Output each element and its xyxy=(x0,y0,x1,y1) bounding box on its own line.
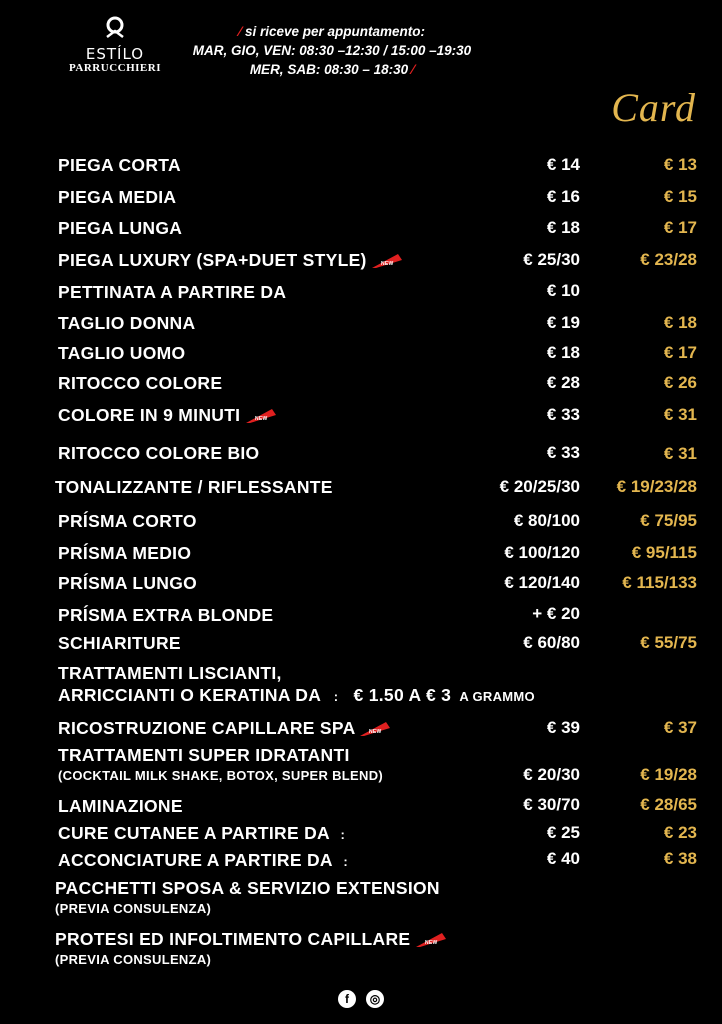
opening-hours xyxy=(182,22,482,79)
service-price: € 100/120 xyxy=(504,543,580,562)
facebook-icon[interactable]: f xyxy=(338,990,356,1008)
card-price: € 17 xyxy=(663,343,697,362)
service-note: (PREVIA CONSULENZA) xyxy=(55,952,212,967)
hours-intro: si riceve per appuntamento: xyxy=(244,24,426,39)
service-name: PIEGA LUNGA xyxy=(58,218,183,238)
social-links xyxy=(338,990,384,1008)
service-name: PIEGA MEDIA xyxy=(58,187,177,207)
service-row-label xyxy=(58,250,402,271)
logo xyxy=(60,16,170,74)
brand-subtitle: PARRUCCHIERI xyxy=(69,62,161,74)
service-row-label xyxy=(58,823,345,844)
service-name: RITOCCO COLORE BIO xyxy=(58,443,260,463)
service-price: € 10 xyxy=(546,281,580,300)
service-name: TONALIZZANTE / RIFLESSANTE xyxy=(55,477,333,497)
service-note: (PREVIA CONSULENZA) xyxy=(55,901,212,916)
card-price: € 19/28 xyxy=(640,765,697,784)
service-price: € 60/80 xyxy=(523,633,580,652)
service-price: € 25 xyxy=(546,823,580,842)
service-name: TAGLIO UOMO xyxy=(58,343,186,363)
card-price: € 26 xyxy=(663,373,697,392)
service-name: PRÍSMA MEDIO xyxy=(58,543,192,563)
service-price: € 19 xyxy=(546,313,580,332)
card-price: € 17 xyxy=(663,218,697,237)
card-price: € 23 xyxy=(663,823,697,842)
service-row-label xyxy=(58,718,390,739)
service-price: € 25/30 xyxy=(523,250,580,269)
service-row-label xyxy=(58,685,535,706)
red-slash-icon: ⁄ xyxy=(238,24,242,39)
card-price: € 55/75 xyxy=(640,633,697,652)
card-price: € 37 xyxy=(663,718,697,737)
service-name: RITOCCO COLORE xyxy=(58,373,223,393)
service-name: RICOSTRUZIONE CAPILLARE SPA xyxy=(58,718,355,738)
new-badge-text: NEW xyxy=(369,729,382,736)
service-name: PRÍSMA CORTO xyxy=(58,511,197,531)
card-price: € 18 xyxy=(663,313,697,332)
service-name: COLORE IN 9 MINUTI xyxy=(58,405,241,425)
service-name: PACCHETTI SPOSA & SERVIZIO EXTENSION xyxy=(55,878,440,898)
card-price: € 31 xyxy=(663,444,697,463)
service-name: SCHIARITURE xyxy=(58,633,181,653)
red-slash-icon: ⁄ xyxy=(411,62,415,77)
service-price: € 39 xyxy=(546,718,580,737)
card-price: € 13 xyxy=(663,155,697,174)
new-badge-icon xyxy=(372,254,402,268)
service-name: TAGLIO DONNA xyxy=(58,313,196,333)
new-badge-icon xyxy=(246,409,276,423)
service-name: LAMINAZIONE xyxy=(58,796,183,816)
new-badge-text: NEW xyxy=(424,940,438,947)
service-name: PROTESI ED INFOLTIMENTO CAPILLARE xyxy=(55,929,411,949)
service-price: € 20/25/30 xyxy=(499,477,580,496)
service-price: € 40 xyxy=(546,849,580,868)
service-price: € 28 xyxy=(546,373,580,392)
service-price: € 120/140 xyxy=(504,573,580,592)
card-price: € 75/95 xyxy=(640,511,697,530)
service-price: € 18 xyxy=(546,218,580,237)
service-colon: : xyxy=(333,689,339,704)
card-price: € 115/133 xyxy=(622,573,697,592)
service-name: PIEGA LUXURY (SPA+DUET STYLE) xyxy=(58,250,367,270)
service-price: € 33 xyxy=(546,443,580,462)
new-badge-text: NEW xyxy=(254,416,268,423)
service-price: € 18 xyxy=(546,343,580,362)
service-name: CURE CUTANEE A PARTIRE DA xyxy=(58,823,330,843)
card-price: € 19/23/28 xyxy=(616,477,697,496)
service-price: € 33 xyxy=(546,405,580,424)
service-row-label xyxy=(58,850,348,871)
service-note: (COCKTAIL MILK SHAKE, BOTOX, SUPER BLEND) xyxy=(58,768,384,783)
service-name: PIEGA CORTA xyxy=(58,155,181,175)
service-price: € 1.50 A € 3 xyxy=(353,685,452,705)
service-name: PRÍSMA EXTRA BLONDE xyxy=(58,605,274,625)
hours-wed-sat: MER, SAB: 08:30 – 18:30 xyxy=(249,62,409,77)
card-price: € 28/65 xyxy=(640,795,697,814)
hours-weekdays: MAR, GIO, VEN: 08:30 –12:30 / 15:00 –19:30 xyxy=(192,43,472,58)
service-colon: : xyxy=(340,827,346,842)
logo-mark-icon xyxy=(104,16,126,38)
service-name: PRÍSMA LUNGO xyxy=(58,573,198,593)
card-column-title: Card xyxy=(611,85,696,130)
card-price: € 95/115 xyxy=(631,543,697,562)
service-price: € 30/70 xyxy=(523,795,580,814)
price-unit: A GRAMMO xyxy=(459,689,535,704)
card-price: € 31 xyxy=(663,405,697,424)
service-price: € 20/30 xyxy=(523,765,580,784)
card-price: € 15 xyxy=(663,187,697,206)
service-price: € 14 xyxy=(546,155,580,174)
service-name: ARRICCIANTI O KERATINA DA xyxy=(58,685,321,705)
service-name: TRATTAMENTI SUPER IDRATANTI xyxy=(58,745,350,765)
instagram-icon[interactable]: ◎ xyxy=(366,990,384,1008)
service-colon: : xyxy=(343,854,349,869)
service-name: PETTINATA A PARTIRE DA xyxy=(58,282,287,302)
new-badge-icon xyxy=(416,933,446,947)
service-row-label xyxy=(55,929,446,950)
service-price: + € 20 xyxy=(532,604,580,623)
card-price: € 23/28 xyxy=(640,250,697,269)
new-badge-text: NEW xyxy=(380,261,394,268)
new-badge-icon xyxy=(360,722,390,736)
card-price: € 38 xyxy=(663,849,697,868)
service-name: ACCONCIATURE A PARTIRE DA xyxy=(58,850,333,870)
service-price: € 80/100 xyxy=(513,511,580,530)
service-price: € 16 xyxy=(546,187,580,206)
service-name: TRATTAMENTI LISCIANTI, xyxy=(58,663,282,683)
brand-name: ESTÍLO xyxy=(85,45,145,63)
service-row-label xyxy=(58,405,276,426)
